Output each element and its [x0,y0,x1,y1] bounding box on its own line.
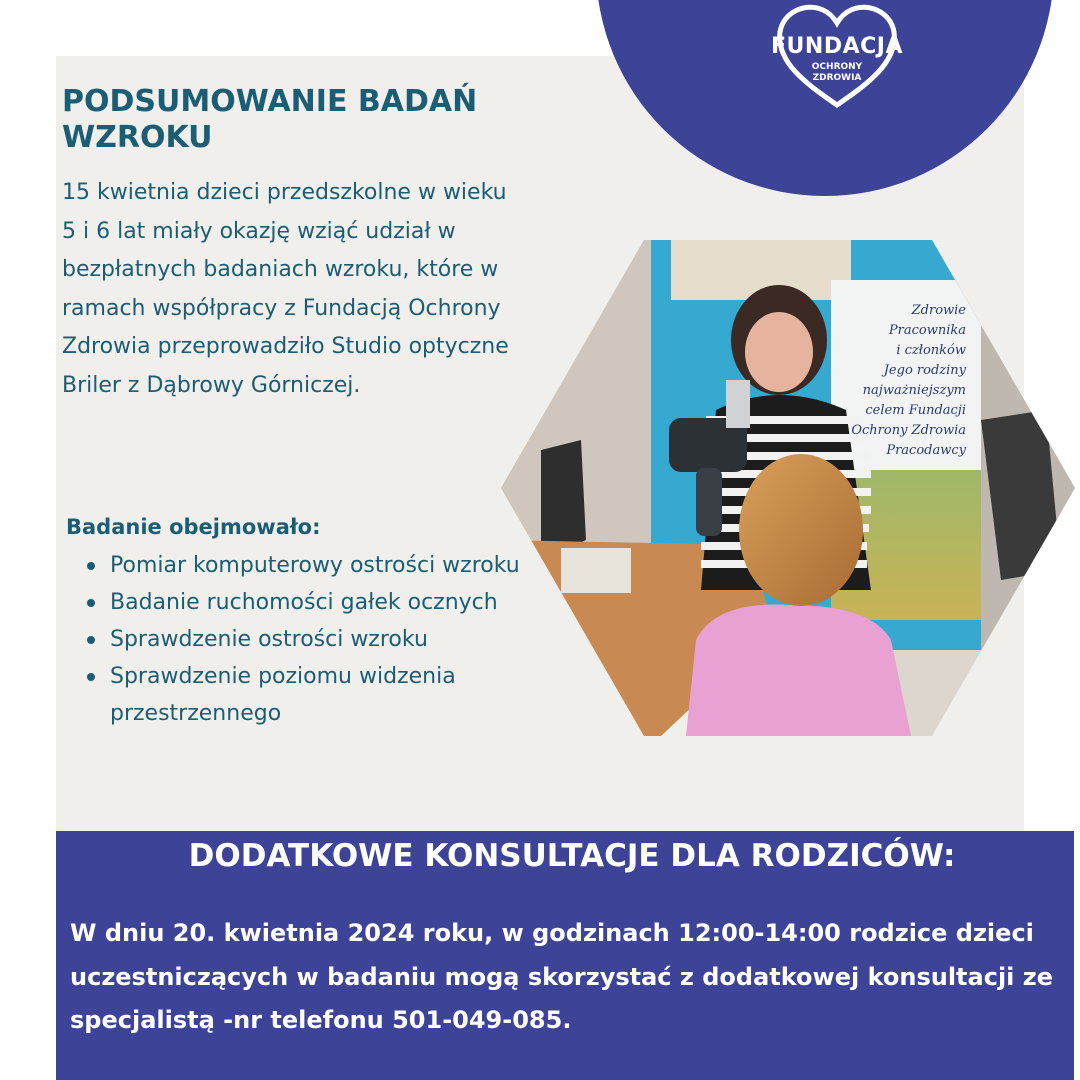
photo-svg [501,240,1075,736]
logo-subtitle-line: OCHRONY [811,62,863,72]
foundation-logo [770,4,904,108]
scope-heading: Badanie obejmowało: [66,515,321,539]
list-item: Sprawdzenie poziomu widzenia przestrzennego [84,658,524,732]
eye-exam-photo [501,240,1075,740]
logo-subtitle-line: ZDROWIA [812,73,862,83]
list-item: Pomiar komputerowy ostrości wzroku [84,547,524,584]
list-item: Badanie ruchomości gałek ocznych [84,584,524,621]
intro-text: 15 kwietnia dzieci przedszkolne w wieku 5 i 6 lat miały okazję wziąć udział w bezpłatnych badaniach wzroku, które w ramach współpracy z Fundacją Ochrony Zdrowia przeprowadziło Studio optyczne Briler z Dąbrowy Górniczej. [62,180,509,398]
scope-list [84,547,524,732]
banner-line: Ochrony Zdrowia [851,423,966,438]
banner-line: Pracodawcy [886,443,966,458]
banner-line: najważniejszym [862,383,966,398]
banner-line: Pracownika [888,323,966,338]
consult-title: DODATKOWE KONSULTACJE DLA RODZICÓW: [188,838,956,874]
banner-line: Zdrowie [911,303,966,318]
logo-title: FUNDACJA [771,34,903,59]
banner-line: celem Fundacji [865,403,966,418]
banner-line: Jego rodziny [883,363,966,378]
banner-line: i członków [896,343,966,358]
page-title: PODSUMOWANIE BADAŃ WZROKU [62,84,478,155]
consult-text: W dniu 20. kwietnia 2024 roku, w godzinach 12:00-14:00 rodzice dzieci uczestniczących w badaniu mogą skorzystać z dodatkowej konsultacji ze specjalistą -nr telefonu 501-049-085. [70,919,1054,1034]
logo-subtitle [770,62,904,84]
list-item: Sprawdzenie ostrości wzroku [84,621,524,658]
